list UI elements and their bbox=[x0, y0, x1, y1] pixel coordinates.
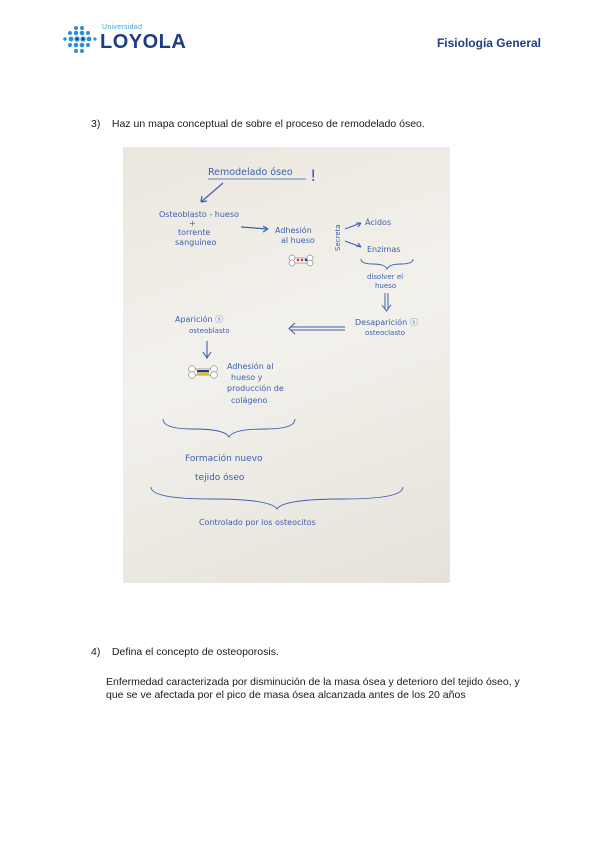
node-aparicion-2: osteoblasto bbox=[189, 327, 230, 335]
brace-enzimas bbox=[361, 259, 413, 269]
map-title: Remodelado óseo bbox=[208, 167, 293, 178]
brace-formacion bbox=[163, 419, 295, 437]
node-controlado: Controlado por los osteocitos bbox=[199, 518, 316, 527]
node-disolver-1: disolver el bbox=[367, 273, 404, 281]
node-acidos: Ácidos bbox=[365, 218, 392, 227]
node-osteoblasto-4: sanguíneo bbox=[175, 238, 217, 247]
node-adhesion-top-1: Adhesión bbox=[275, 226, 312, 235]
answer-text: Enfermedad caracterizada por disminución de la masa ósea y deterioro del tejido óseo, y que se ve afectada por el pico de masa ósea alcanzada antes de los 20 años bbox=[106, 676, 520, 701]
node-desaparicion-1: Desaparición ⓢ bbox=[355, 318, 418, 327]
course-title: Fisiología General bbox=[436, 36, 541, 50]
logo-subtitle: Universidad bbox=[102, 24, 143, 31]
logo-title: LOYOLA bbox=[100, 31, 187, 53]
label-secreta: Secreta bbox=[334, 224, 342, 251]
concept-map-drawing bbox=[123, 147, 450, 583]
node-osteoblasto-1: Osteoblasto - hueso bbox=[159, 210, 239, 219]
university-logo bbox=[62, 22, 192, 58]
node-enzimas: Enzimas bbox=[367, 245, 401, 254]
question-number: 3) bbox=[91, 118, 101, 130]
node-osteoblasto-2: + bbox=[189, 219, 196, 228]
node-adhesion-bottom-1: Adhesión al bbox=[227, 362, 274, 371]
concept-map-photo bbox=[123, 147, 450, 583]
node-adhesion-bottom-2: hueso y bbox=[231, 373, 263, 382]
node-adhesion-top-2: al hueso bbox=[281, 236, 315, 245]
question-text: Haz un mapa conceptual de sobre el proceso de remodelado óseo. bbox=[111, 118, 425, 130]
bone-icon-bottom bbox=[189, 366, 218, 379]
question-text: Defina el concepto de osteoporosis. bbox=[111, 646, 279, 658]
node-adhesion-bottom-3: producción de bbox=[227, 384, 284, 393]
node-formacion-2: tejido óseo bbox=[195, 473, 245, 483]
node-aparicion-1: Aparición ⓢ bbox=[175, 315, 224, 324]
node-disolver-2: hueso bbox=[375, 282, 397, 290]
bone-icon-top bbox=[289, 255, 313, 266]
brace-controlado bbox=[151, 487, 403, 509]
question-4 bbox=[91, 646, 279, 658]
exclamation-mark: ! bbox=[310, 166, 317, 185]
logo-mark-icon bbox=[62, 24, 98, 56]
node-osteoblasto-3: torrente bbox=[178, 228, 211, 237]
node-formacion-1: Formación nuevo bbox=[185, 454, 263, 464]
question-3 bbox=[91, 118, 425, 130]
node-desaparicion-2: osteoclasto bbox=[365, 329, 406, 337]
node-adhesion-bottom-4: colágeno bbox=[231, 396, 268, 405]
question-number: 4) bbox=[91, 646, 101, 658]
